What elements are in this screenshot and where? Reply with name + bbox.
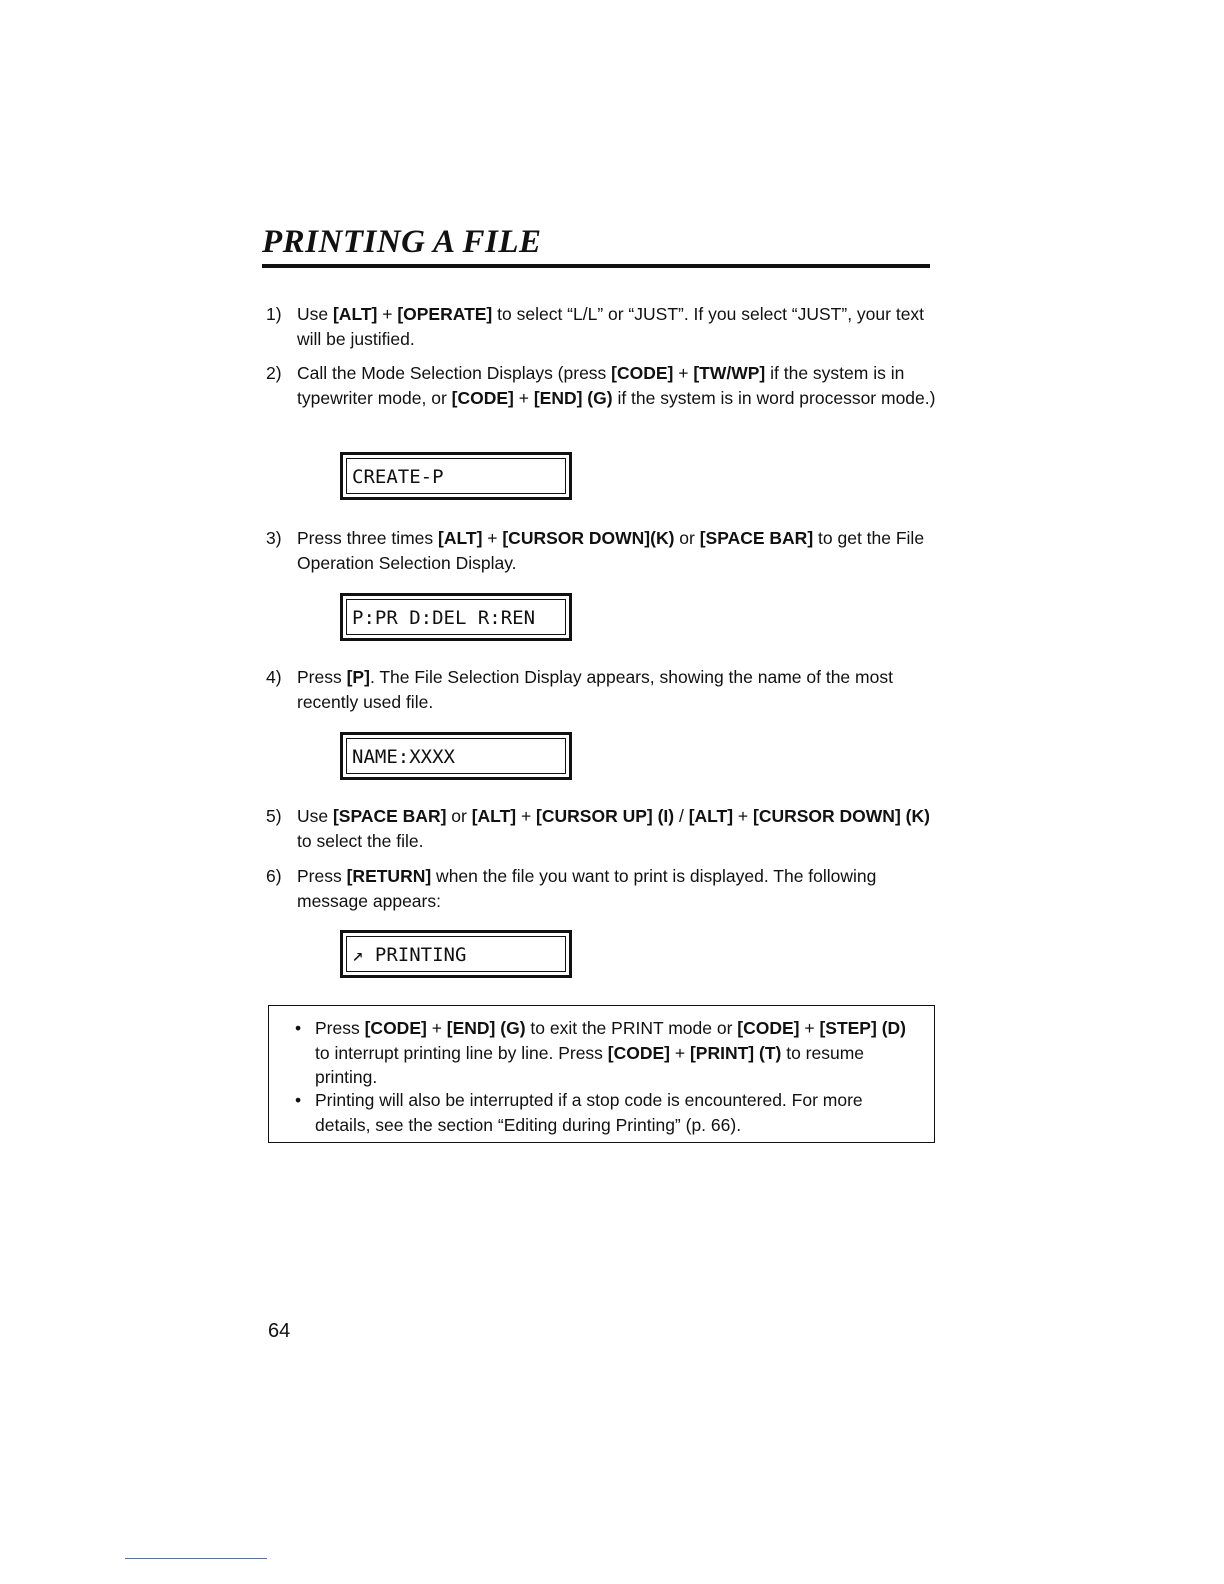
key-name: [CURSOR DOWN](K) <box>502 528 675 548</box>
text-run: . The File Selection Display appears, showing the name of the most recently used file. <box>297 667 893 712</box>
lcd-text: P:PR D:DEL R:REN <box>352 607 536 629</box>
lcd-display-create <box>340 452 572 500</box>
key-name: [PRINT] <box>689 1042 755 1063</box>
lcd-display-printing <box>340 930 572 978</box>
key-name: [SPACE BAR] <box>332 806 447 826</box>
key-name: [ALT] <box>438 528 483 548</box>
key-name: [CODE] <box>364 1018 427 1038</box>
step-1 <box>262 302 942 352</box>
step-text <box>297 302 942 352</box>
step-5 <box>262 804 942 854</box>
text-run: to interrupt printing line by line. Press <box>315 1042 608 1063</box>
key-name: (D) <box>881 1018 906 1038</box>
text-run: + <box>513 388 534 408</box>
text-run: + <box>516 806 537 826</box>
key-name: [CODE] <box>737 1018 800 1038</box>
text-run: Use <box>297 304 333 324</box>
text-run: Press three times <box>297 528 439 548</box>
text-run: + <box>673 363 694 383</box>
key-name: [END] <box>446 1018 496 1038</box>
footer-line <box>125 1558 267 1559</box>
text-run: + <box>426 1018 447 1038</box>
key-name: [RETURN] <box>346 866 432 886</box>
step-number: 1) <box>266 304 282 324</box>
step-6 <box>262 864 942 914</box>
key-name: [CODE] <box>451 388 514 408</box>
step-number: 3) <box>266 528 282 548</box>
text-run: to select “L/L” or “JUST”. If you select “JUST”, your text will be justified. <box>297 304 925 349</box>
text-run: when the file you want to print is displayed. The following message appears: <box>297 866 877 911</box>
text-run: + <box>482 528 503 548</box>
text-run: Use <box>297 806 333 826</box>
step-text <box>297 864 942 914</box>
text-run: if the system is in typewriter mode, or <box>297 363 905 408</box>
text-run: Press <box>297 866 347 886</box>
note-item <box>295 1088 920 1137</box>
step-number: 4) <box>266 667 282 687</box>
text-run: Press <box>315 1018 365 1038</box>
key-name: [ALT] <box>471 806 517 826</box>
key-name: [CODE] <box>607 1042 671 1063</box>
lcd-text: NAME:XXXX <box>352 746 455 768</box>
title-rule <box>262 264 930 268</box>
text-run: + <box>377 304 398 324</box>
text-run: Press <box>297 667 347 687</box>
text-run: or <box>674 528 700 548</box>
step-number: 2) <box>266 363 282 383</box>
bullet-icon: • <box>295 1018 302 1038</box>
step-text <box>297 665 942 715</box>
key-name: [TW/WP] <box>693 363 766 383</box>
step-3 <box>262 526 942 576</box>
text-run: to get the File Operation Selection Display. <box>297 528 925 573</box>
step-number: 5) <box>266 806 282 826</box>
text-run: to exit the PRINT mode or <box>525 1018 738 1038</box>
bullet-icon: • <box>295 1090 302 1110</box>
text-run: if the system is in word processor mode.) <box>612 388 936 408</box>
key-name: [SPACE BAR] <box>699 528 814 548</box>
page-number: 64 <box>268 1320 291 1342</box>
text-run: + <box>799 1018 820 1038</box>
key-name: [P] <box>346 667 370 687</box>
step-4 <box>262 665 942 715</box>
text-run: / <box>674 806 689 826</box>
key-name: [END] <box>533 388 583 408</box>
key-name: [CURSOR DOWN] (K) <box>753 806 930 826</box>
key-name: (G) <box>587 388 613 408</box>
key-name: [STEP] <box>819 1018 877 1038</box>
lcd-display-name <box>340 732 572 780</box>
text-run: + <box>670 1042 690 1063</box>
step-number: 6) <box>266 866 282 886</box>
text-run: or <box>446 806 472 826</box>
lcd-display-file-ops <box>340 593 572 641</box>
page-title: PRINTING A FILE <box>262 224 542 260</box>
step-text <box>297 804 942 854</box>
text-run: Call the Mode Selection Displays (press <box>297 363 612 383</box>
note-text <box>315 1088 920 1137</box>
note-text <box>315 1016 920 1090</box>
key-name: [CURSOR UP] (I) <box>536 806 675 826</box>
text-run: Printing will also be interrupted if a stop code is encountered. For more details, see the section “Editing during Printing” (p. 66). <box>315 1090 863 1135</box>
step-2 <box>262 361 942 411</box>
key-name: [ALT] <box>332 304 378 324</box>
text-run: + <box>733 806 754 826</box>
key-name: [ALT] <box>688 806 734 826</box>
key-name: [OPERATE] <box>397 304 493 324</box>
text-run: to resume printing. <box>315 1042 865 1087</box>
key-name: (G) <box>500 1018 526 1038</box>
key-name: [CODE] <box>611 363 674 383</box>
text-run: to select the file. <box>297 831 424 851</box>
note-box <box>268 1005 935 1143</box>
note-item <box>295 1016 920 1090</box>
step-text <box>297 526 942 576</box>
step-text <box>297 361 942 411</box>
lcd-text: ↗ PRINTING <box>352 944 467 966</box>
lcd-text: CREATE-P <box>352 466 444 488</box>
key-name: (T) <box>759 1042 782 1063</box>
